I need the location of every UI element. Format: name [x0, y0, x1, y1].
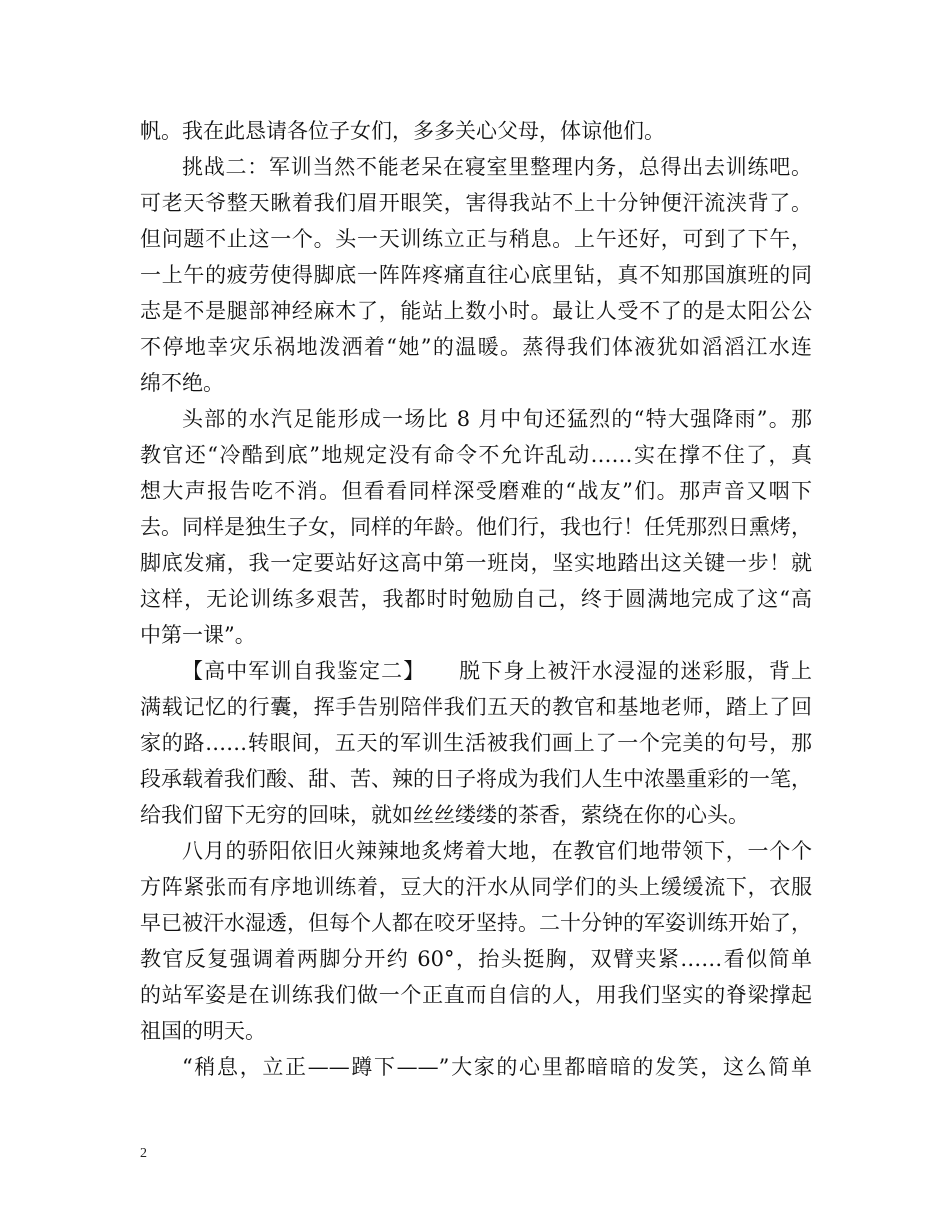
text-line: 这样，无论训练多艰苦，我都时时勉励自己，终于圆满地完成了这“高: [140, 587, 812, 611]
text-line: 可老天爷整天瞅着我们眉开眼笑，害得我站不上十分钟便汗流浃背了。: [140, 191, 812, 215]
text-line: 去。同样是独生子女，同样的年龄。他们行，我也行！任凭那烈日熏烤，: [140, 515, 812, 539]
text-line: 头部的水汽足能形成一场比 8 月中旬还猛烈的“特大强降雨”。那: [182, 407, 812, 431]
body-text: [140, 113, 812, 1085]
text-line: 八月的骄阳依旧火辣辣地炙烤着大地，在教官们地带领下，一个个: [182, 839, 812, 863]
text-line: 不停地幸灾乐祸地泼洒着“她”的温暖。蒸得我们体液犹如滔滔江水连: [140, 335, 812, 359]
text-line: 教官还“冷酷到底”地规定没有命令不允许乱动……实在撑不住了，真: [140, 443, 812, 467]
text-line: 段承载着我们酸、甜、苦、辣的日子将成为我们人生中浓墨重彩的一笔，: [140, 767, 812, 791]
text-line: 志是不是腿部神经麻木了，能站上数小时。最让人受不了的是太阳公公: [140, 299, 812, 323]
text-line: 早已被汗水湿透，但每个人都在咬牙坚持。二十分钟的军姿训练开始了，: [140, 911, 812, 935]
text-line: 帆。我在此恳请各位子女们，多多关心父母，体谅他们。: [140, 119, 665, 143]
text-line: 给我们留下无穷的回味，就如丝丝缕缕的茶香，萦绕在你的心头。: [140, 803, 749, 827]
text-line: 方阵紧张而有序地训练着，豆大的汗水从同学们的头上缓缓流下，衣服: [140, 875, 812, 899]
text-line: 挑战二：军训当然不能老呆在寝室里整理内务，总得出去训练吧。: [182, 155, 812, 179]
text-line: 想大声报告吃不消。但看看同样深受磨难的“战友”们。那声音又咽下: [140, 479, 812, 503]
text-line: 祖国的明天。: [140, 1019, 266, 1043]
text-line: 一上午的疲劳使得脚底一阵阵疼痛直往心底里钻，真不知那国旗班的同: [140, 263, 812, 287]
text-line: 教官反复强调着两脚分开约 60°，抬头挺胸，双臂夹紧……看似简单: [140, 947, 812, 971]
text-line: 但问题不止这一个。头一天训练立正与稍息。上午还好，可到了下午，: [140, 227, 812, 251]
text-line: 【高中军训自我鉴定二】 脱下身上被汗水浸湿的迷彩服，背上: [182, 659, 812, 683]
text-line: 绵不绝。: [140, 371, 224, 395]
text-line: 的站军姿是在训练我们做一个正直而自信的人，用我们坚实的脊梁撑起: [140, 983, 812, 1007]
text-line: 中第一课”。: [140, 623, 256, 647]
text-line: 家的路……转眼间，五天的军训生活被我们画上了一个完美的句号，那: [140, 731, 812, 755]
text-line: 满载记忆的行囊，挥手告别陪伴我们五天的教官和基地老师，踏上了回: [140, 695, 812, 719]
page-number: 2: [140, 1146, 147, 1161]
text-line: “稍息，立正——蹲下——”大家的心里都暗暗的发笑，这么简单: [182, 1055, 812, 1079]
text-line: 脚底发痛，我一定要站好这高中第一班岗，坚实地踏出这关键一步！就: [140, 551, 812, 575]
